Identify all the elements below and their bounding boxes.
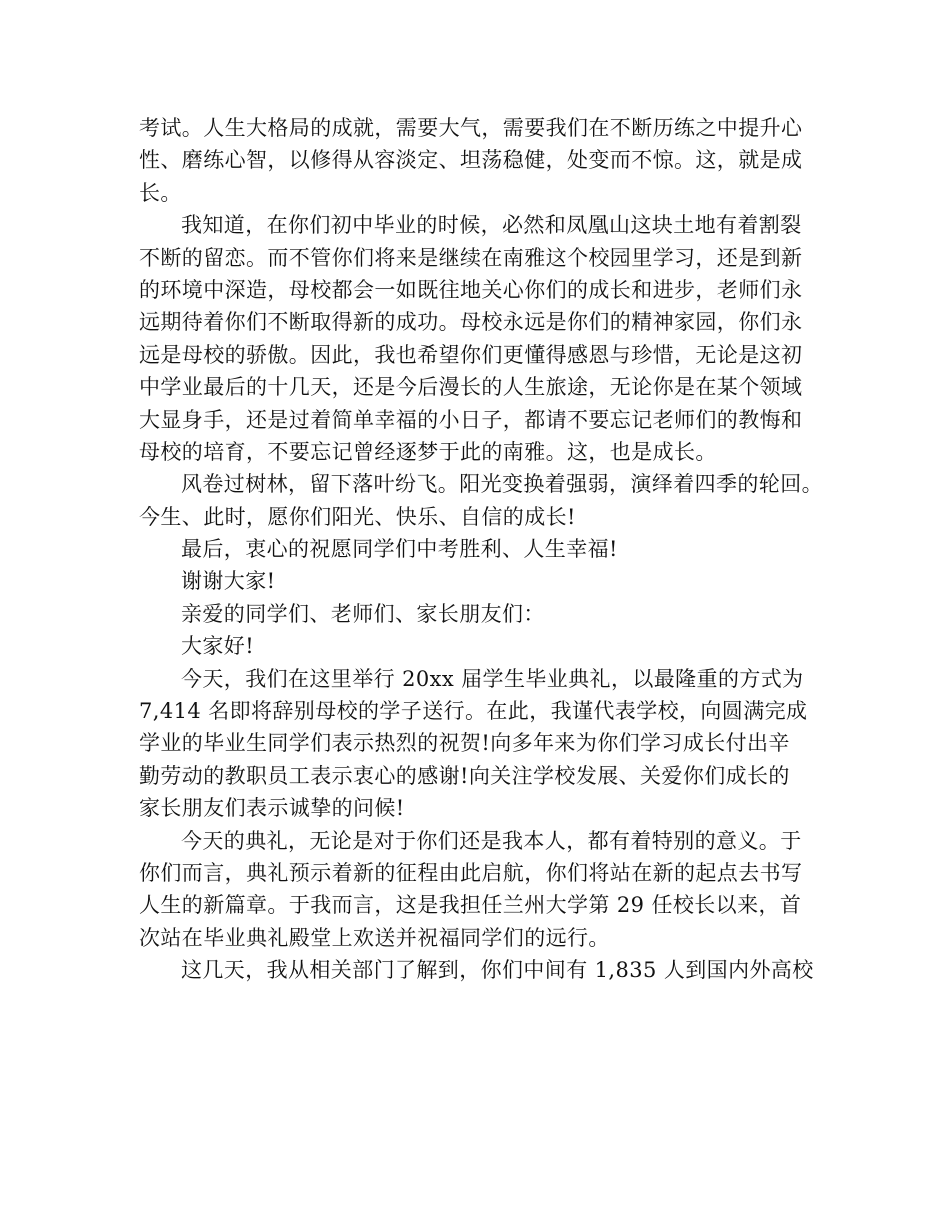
text-line: 风卷过树林，留下落叶纷飞。阳光变换着强弱，演绎着四季的轮回。 xyxy=(181,472,823,497)
text-line: 远是母校的骄傲。因此，我也希望你们更懂得感恩与珍惜，无论是这初 xyxy=(139,342,803,367)
text-line: 勤劳动的教职员工表示衷心的感谢!向关注学校发展、关爱你们成长的 xyxy=(139,763,790,788)
text-line: 这几天，我从相关部门了解到，你们中间有 1,835 人到国内外高校 xyxy=(181,958,814,983)
text-line: 最后，衷心的祝愿同学们中考胜利、人生幸福! xyxy=(181,537,618,562)
document-body xyxy=(139,112,829,987)
text-line: 大显身手，还是过着简单幸福的小日子，都请不要忘记老师们的教悔和 xyxy=(139,407,803,432)
text-line: 人生的新篇章。于我而言，这是我担任兰州大学第 29 任校长以来，首 xyxy=(139,893,802,918)
text-line: 学业的毕业生同学们表示热烈的祝贺!向多年来为你们学习成长付出辛 xyxy=(139,731,790,756)
text-line: 中学业最后的十几天，还是今后漫长的人生旅途，无论你是在某个领域 xyxy=(139,375,803,400)
text-line: 考试。人生大格局的成就，需要大气，需要我们在不断历练之中提升心 xyxy=(139,116,803,140)
text-line: 谢谢大家! xyxy=(181,569,276,594)
text-line: 亲爱的同学们、老师们、家长朋友们： xyxy=(181,601,545,626)
text-line: 的环境中深造，母校都会一如既往地关心你们的成长和进步，老师们永 xyxy=(139,277,803,302)
text-line: 你们而言，典礼预示着新的征程由此启航，你们将站在新的起点去书写 xyxy=(139,860,803,885)
text-line: 长。 xyxy=(139,180,182,205)
text-line: 今天，我们在这里举行 20xx 届学生毕业典礼，以最隆重的方式为 xyxy=(181,666,804,691)
text-line: 次站在毕业典礼殿堂上欢送并祝福同学们的远行。 xyxy=(139,925,610,950)
text-line: 远期待着你们不断取得新的成功。母校永远是你们的精神家园，你们永 xyxy=(139,310,803,335)
text-line: 今天的典礼，无论是对于你们还是我本人，都有着特别的意义。于 xyxy=(181,828,802,853)
text-line: 不断的留恋。而不管你们将来是继续在南雅这个校园里学习，还是到新 xyxy=(139,245,803,270)
text-line: 今生、此时，愿你们阳光、快乐、自信的成长! xyxy=(139,504,576,529)
text-line: 7,414 名即将辞别母校的学子送行。在此，我谨代表学校，向圆满完成 xyxy=(139,699,808,724)
text-line: 大家好! xyxy=(181,634,255,659)
text-line: 性、磨练心智，以修得从容淡定、坦荡稳健，处变而不惊。这，就是成 xyxy=(139,148,803,173)
text-line: 家长朋友们表示诚挚的问候! xyxy=(139,796,405,821)
text-line: 我知道，在你们初中毕业的时候，必然和凤凰山这块土地有着割裂 xyxy=(181,213,802,238)
text-line: 母校的培育，不要忘记曾经逐梦于此的南雅。这，也是成长。 xyxy=(139,439,717,464)
